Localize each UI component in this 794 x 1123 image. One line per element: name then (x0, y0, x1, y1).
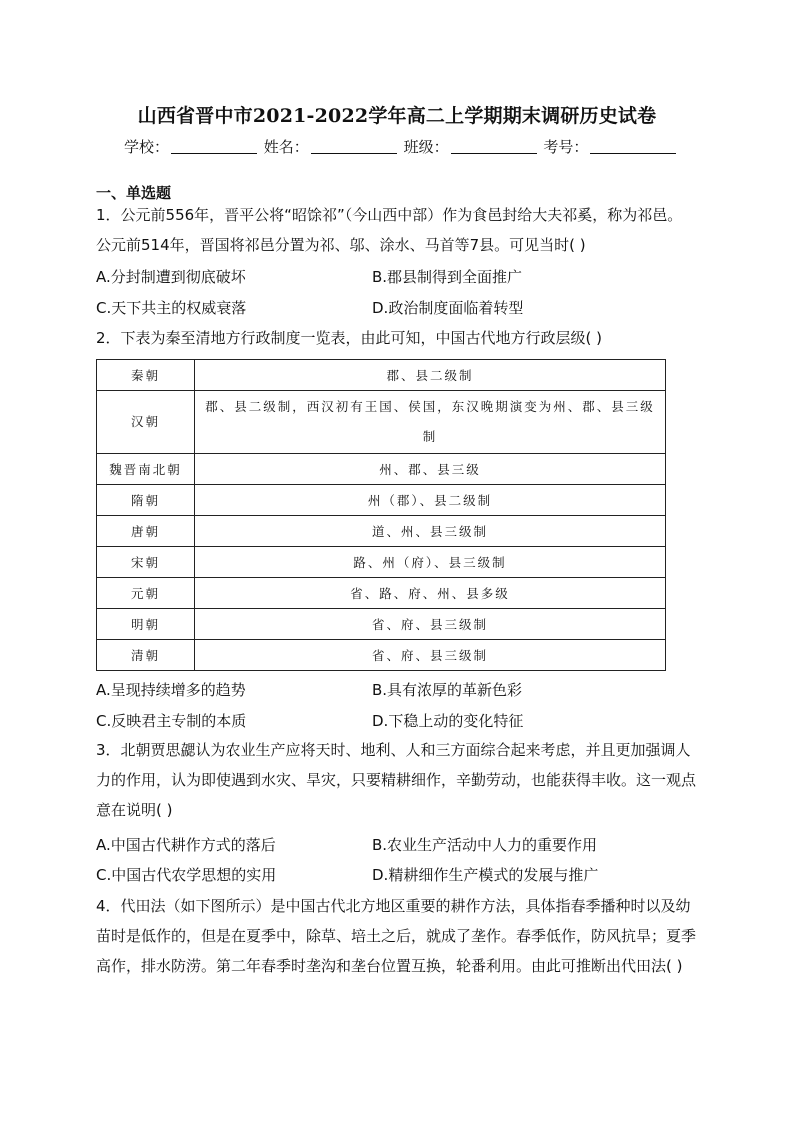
table-cell-dynasty: 隋朝 (97, 485, 195, 516)
admin-system-table (96, 359, 666, 671)
q3-option-b: B.农业生产活动中人力的重要作用 (372, 836, 598, 854)
table-cell-system: 郡、县二级制 (195, 360, 666, 391)
q1-option-c: C.天下共主的权威衰落 (96, 299, 247, 317)
table-row (97, 547, 666, 578)
question-3-stem: 3．北朝贾思勰认为农业生产应将天时、地利、人和三方面综合起来考虑，并且更加强调人力的作用，认为即使遇到水灾、旱灾，只要精耕细作，辛勤劳动，也能获得丰收。这一观点意在说明( ) (96, 741, 697, 819)
table-row (97, 609, 666, 640)
table-row (97, 454, 666, 485)
question-2-stem: 2．下表为秦至清地方行政制度一览表，由此可知，中国古代地方行政层级( ) (96, 329, 603, 347)
table-row (97, 360, 666, 391)
name-label: 姓名： (263, 138, 309, 156)
class-label: 班级： (403, 138, 449, 156)
table-cell-dynasty: 清朝 (97, 640, 195, 671)
q1-option-d: D.政治制度面临着转型 (372, 299, 524, 317)
exam-number-label: 考号： (543, 138, 589, 156)
table-cell-system: 省、府、县三级制 (195, 640, 666, 671)
table-cell-dynasty: 明朝 (97, 609, 195, 640)
table-cell-system: 省、府、县三级制 (195, 609, 666, 640)
table-cell-system: 道、州、县三级制 (195, 516, 666, 547)
table-cell-system: 路、州（府）、县三级制 (195, 547, 666, 578)
table-cell-dynasty: 元朝 (97, 578, 195, 609)
q2-option-d: D.下稳上动的变化特征 (372, 712, 524, 730)
table-cell-dynasty: 宋朝 (97, 547, 195, 578)
q3-option-a: A.中国古代耕作方式的落后 (96, 836, 276, 854)
q2-option-c: C.反映君主专制的本质 (96, 712, 247, 730)
table-cell-system: 郡、县二级制，西汉初有王国、侯国，东汉晚期演变为州、郡、县三级制 (195, 391, 666, 454)
q3-option-c: C.中国古代农学思想的实用 (96, 866, 277, 884)
q2-option-b: B.具有浓厚的革新色彩 (372, 681, 523, 699)
table-row (97, 485, 666, 516)
question-4-stem: 4．代田法（如下图所示）是中国古代北方地区重要的耕作方法，具体指春季播种时以及幼苗时是低作的，但是在夏季中，除草、培土之后，就成了垄作。春季低作，防风抗旱；夏季高作，排水防涝。第二年春季时垄沟和垄台位置互换，轮番利用。由此可推断出代田法( ) (96, 897, 697, 975)
school-blank (171, 139, 257, 154)
class-blank (451, 139, 537, 154)
question-1-stem: 1．公元前556年，晋平公将“昭馀祁”（今山西中部）作为食邑封给大夫祁奚，称为祁邑。公元前514年，晋国将祁邑分置为祁、邬、涂水、马首等7县。可见当时( ) (96, 206, 683, 254)
exam-number-blank (590, 139, 676, 154)
table-cell-system: 州、郡、县三级 (195, 454, 666, 485)
table-cell-dynasty: 魏晋南北朝 (97, 454, 195, 485)
table-cell-system: 省、路、府、州、县多级 (195, 578, 666, 609)
table-row (97, 391, 666, 454)
table-cell-dynasty: 汉朝 (97, 391, 195, 454)
school-label: 学校： (124, 138, 170, 156)
table-cell-dynasty: 唐朝 (97, 516, 195, 547)
section-title: 一、单选题 (96, 184, 172, 202)
table-row (97, 640, 666, 671)
table-row (97, 516, 666, 547)
student-info-line (124, 136, 678, 157)
name-blank (311, 139, 397, 154)
q1-option-b: B.郡县制得到全面推广 (372, 268, 523, 286)
q1-option-a: A.分封制遭到彻底破坏 (96, 268, 246, 286)
q2-option-a: A.呈现持续增多的趋势 (96, 681, 246, 699)
table-cell-dynasty: 秦朝 (97, 360, 195, 391)
table-cell-system: 州（郡）、县二级制 (195, 485, 666, 516)
table-row (97, 578, 666, 609)
q3-option-d: D.精耕细作生产模式的发展与推广 (372, 866, 599, 884)
page-title: 山西省晋中市2021-2022学年高二上学期期末调研历史试卷 (137, 105, 657, 127)
